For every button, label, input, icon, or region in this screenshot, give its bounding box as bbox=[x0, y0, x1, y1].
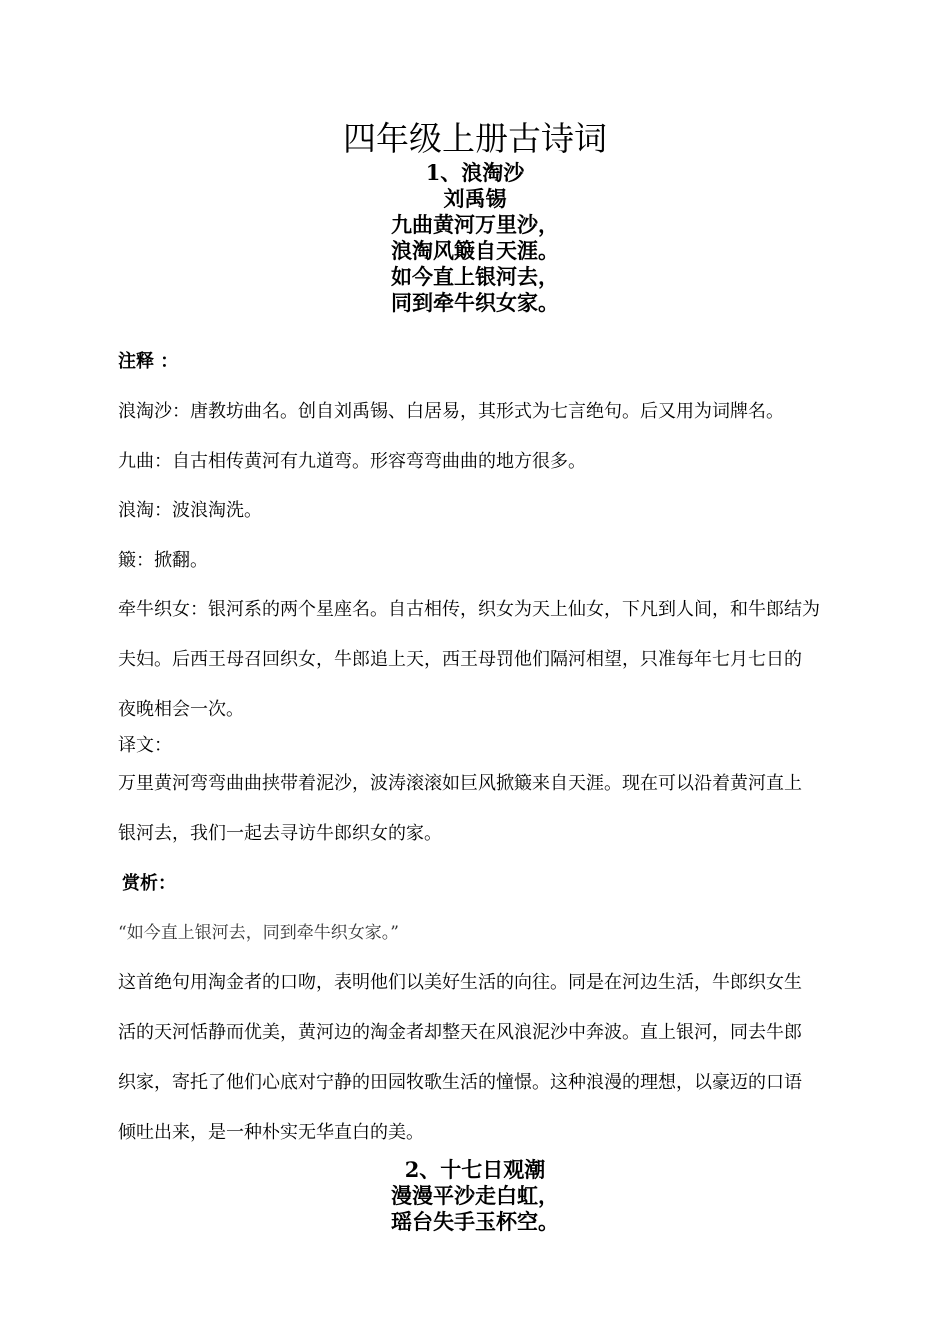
poem-2-line: 瑶台失手玉杯空。 bbox=[391, 1209, 559, 1234]
poem-1 bbox=[0, 160, 950, 316]
poem-1-title: 1、浪淘沙 bbox=[425, 160, 525, 185]
poem-2 bbox=[0, 1157, 950, 1235]
note-item: 牵牛织女：银河系的两个星座名。自古相传，织女为天上仙女，下凡到人间，和牛郎结为 bbox=[118, 599, 820, 620]
appreciation-heading: 赏析： bbox=[122, 873, 176, 894]
appreciation-line: 这首绝句用淘金者的口吻，表明他们以美好生活的向往。同是在河边生活，牛郎织女生 bbox=[118, 972, 802, 993]
poem-2-line: 漫漫平沙走白虹， bbox=[391, 1183, 559, 1208]
translation-line: 万里黄河弯弯曲曲挟带着泥沙，波涛滚滚如巨风掀簸来自天涯。现在可以沿着黄河直上 bbox=[118, 773, 802, 794]
translation-heading: 译文： bbox=[118, 735, 172, 756]
note-item: 九曲：自古相传黄河有九道弯。形容弯弯曲曲的地方很多。 bbox=[118, 451, 586, 472]
page-title: 四年级上册古诗词 bbox=[343, 119, 607, 158]
poem-1-line: 浪淘风簸自天涯。 bbox=[391, 238, 559, 263]
note-item: 簸：掀翻。 bbox=[118, 550, 208, 571]
translation-line: 银河去，我们一起去寻访牛郎织女的家。 bbox=[118, 823, 442, 844]
poem-1-line: 如今直上银河去， bbox=[391, 264, 559, 289]
poem-2-title: 2、十七日观潮 bbox=[404, 1157, 546, 1182]
note-item-continued: 夜晚相会一次。 bbox=[118, 699, 244, 720]
appreciation-line: 活的天河恬静而优美，黄河边的淘金者却整天在风浪泥沙中奔波。直上银河，同去牛郎 bbox=[118, 1022, 802, 1043]
appreciation-line: 织家，寄托了他们心底对宁静的田园牧歌生活的憧憬。这种浪漫的理想，以豪迈的口语 bbox=[118, 1072, 802, 1093]
notes-heading: 注释 ： bbox=[118, 351, 179, 372]
note-item: 浪淘：波浪淘洗。 bbox=[118, 500, 262, 521]
appreciation-line: 倾吐出来，是一种朴实无华直白的美。 bbox=[118, 1122, 424, 1143]
poem-1-author: 刘禹锡 bbox=[443, 186, 507, 211]
poem-1-line: 同到牵牛织女家。 bbox=[391, 290, 559, 315]
poem-1-line: 九曲黄河万里沙， bbox=[391, 212, 559, 237]
note-item: 浪淘沙：唐教坊曲名。创自刘禹锡、白居易，其形式为七言绝句。后又用为词牌名。 bbox=[118, 401, 784, 422]
note-item-continued: 夫妇。后西王母召回织女，牛郎追上天，西王母罚他们隔河相望，只准每年七月七日的 bbox=[118, 649, 802, 670]
appreciation-quote: “如今直上银河去，同到牵牛织女家。” bbox=[118, 923, 399, 943]
